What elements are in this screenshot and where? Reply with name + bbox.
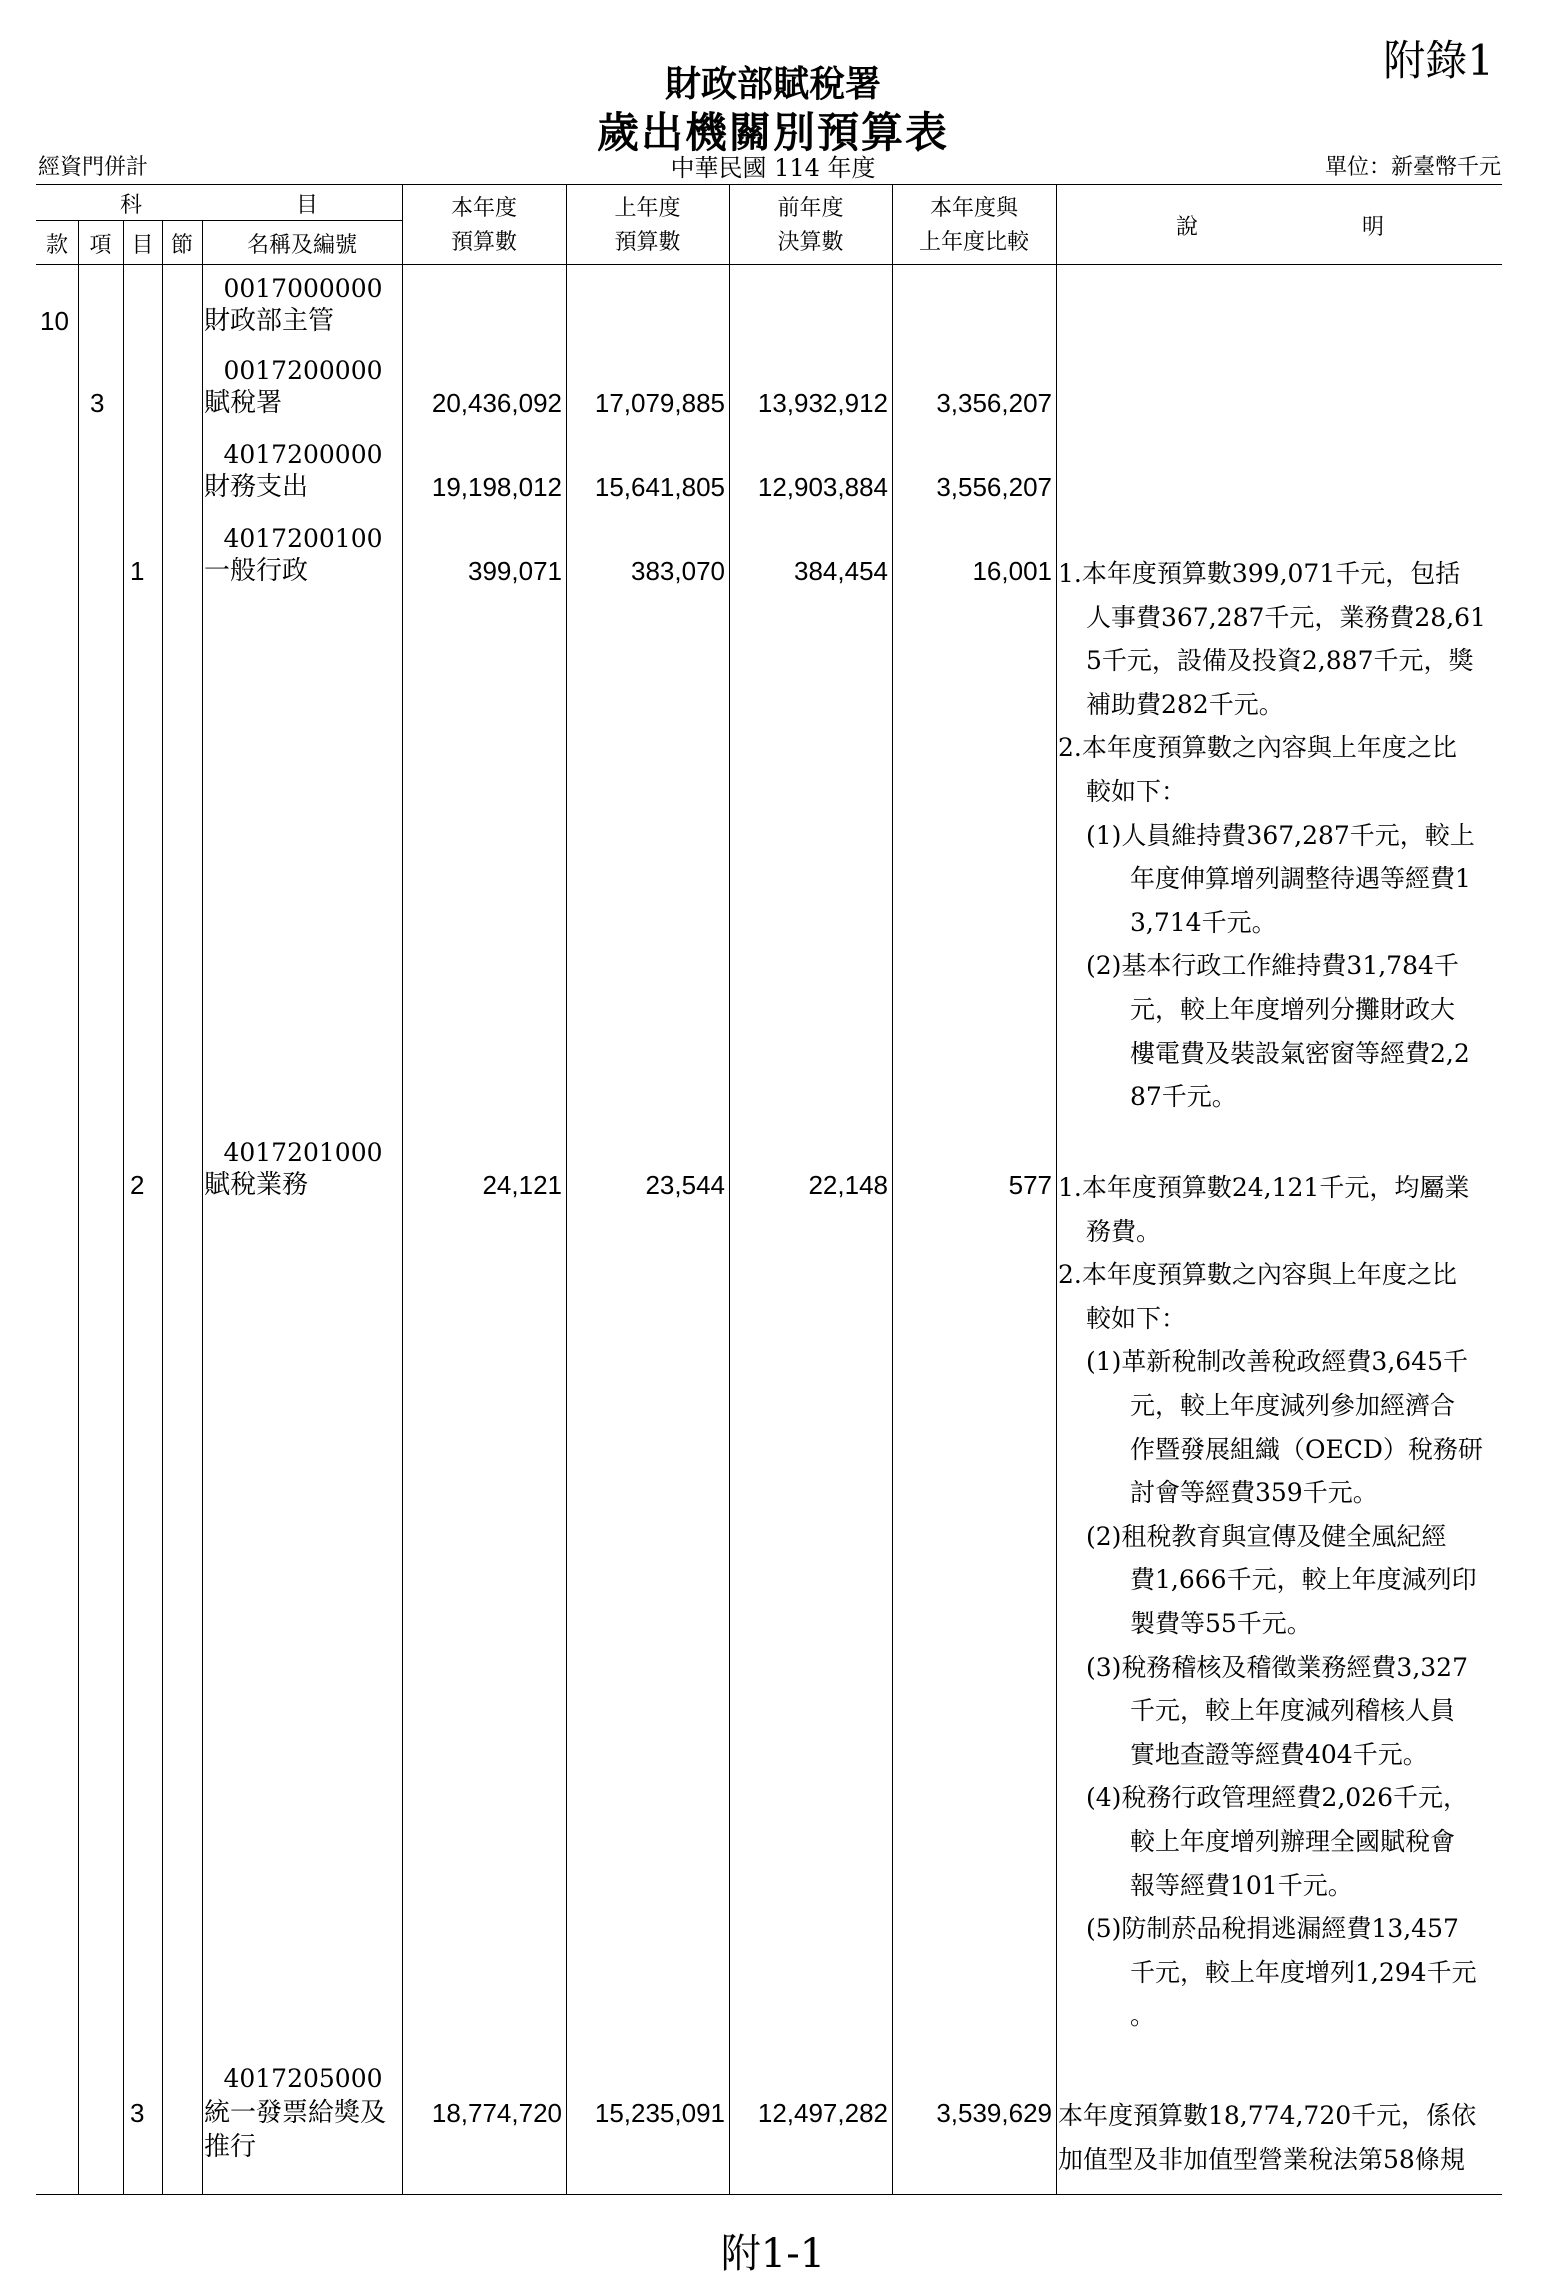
note-line: 人事費367,287千元，業務費28,61 — [1086, 602, 1486, 632]
header-current-l2: 預算數 — [450, 230, 517, 255]
table-bottom-border — [36, 2194, 1502, 2195]
row-current-budget: 20,436,092 — [431, 388, 562, 418]
header-current-l1: 本年度 — [450, 196, 517, 221]
note-line: 務費。 — [1086, 1216, 1162, 1246]
row-code: 4017200100 — [223, 524, 383, 553]
note-line: 實地查證等經費404千元。 — [1130, 1739, 1428, 1769]
row-previous-budget: 17,079,885 — [594, 388, 725, 418]
page-number: 附1-1 — [720, 2231, 826, 2277]
row-code: 4017201000 — [223, 1138, 383, 1167]
header-jie: 節 — [170, 233, 193, 258]
note-line: 。 — [1130, 2001, 1156, 2031]
fund-type: 經資門併計 — [38, 155, 149, 180]
note-line: 千元，較上年度增列1,294千元 — [1130, 1957, 1477, 1987]
row-prior-actual: 12,903,884 — [757, 472, 888, 502]
col-divider-mu — [162, 220, 163, 2194]
header-comparison-l1: 本年度與 — [929, 196, 1018, 221]
row-comparison: 3,356,207 — [936, 388, 1052, 418]
note-line: (3)稅務稽核及稽徵業務經費3,327 — [1086, 1652, 1468, 1682]
note-line: 元，較上年度增列分攤財政大 — [1130, 994, 1456, 1024]
note-line: 費1,666千元，較上年度減列印 — [1130, 1565, 1477, 1595]
note-line: (2)租稅教育與宣傳及健全風紀經 — [1086, 1521, 1447, 1551]
agency-title: 財政部賦稅署 — [664, 63, 881, 105]
row-previous-budget: 15,641,805 — [594, 472, 725, 502]
row-name: 賦稅業務 — [204, 1169, 309, 1199]
header-prior-actual — [729, 192, 892, 260]
row-prior-actual: 13,932,912 — [757, 388, 888, 418]
row-code: 0017000000 — [223, 274, 383, 303]
row-name: 財政部主管 — [204, 305, 335, 335]
note-invoice — [1058, 2094, 1510, 2181]
row-code: 0017200000 — [223, 356, 383, 385]
note-line: 2.本年度預算數之內容與上年度之比 — [1058, 1260, 1457, 1290]
row-name: 賦稅署 — [204, 387, 283, 417]
header-explanation-left: 說 — [1176, 215, 1199, 240]
row-code: 4017205000 — [223, 2064, 383, 2093]
note-line: 1.本年度預算數24,121千元，均屬業 — [1058, 1173, 1470, 1202]
appendix-label: 附錄1 — [1383, 36, 1494, 85]
note-line: (2)基本行政工作維持費31,784千 — [1086, 951, 1459, 981]
note-line: 元，較上年度減列參加經濟合 — [1130, 1390, 1456, 1420]
row-xiang: 3 — [90, 388, 105, 418]
row-comparison: 3,556,207 — [936, 472, 1052, 502]
row-previous-budget: 15,235,091 — [594, 2098, 725, 2128]
header-previous-budget — [566, 192, 729, 260]
row-code: 4017200000 — [223, 440, 383, 469]
row-current-budget: 399,071 — [468, 556, 562, 586]
note-line: 3,714千元。 — [1130, 907, 1277, 937]
row-mu: 1 — [130, 556, 145, 586]
row-current-budget: 19,198,012 — [431, 472, 562, 502]
table-top-border — [36, 184, 1502, 185]
note-line: 1.本年度預算數399,071千元，包括 — [1058, 559, 1461, 588]
note-line: 5千元，設備及投資2,887千元，獎 — [1086, 646, 1474, 676]
row-mu: 3 — [130, 2098, 145, 2128]
row-prior-actual: 12,497,282 — [757, 2098, 888, 2128]
fiscal-year: 中華民國 114 年度 — [670, 154, 876, 182]
note-line: (1)人員維持費367,287千元，較上 — [1086, 820, 1475, 850]
note-line: 87千元。 — [1130, 1082, 1237, 1112]
header-kuan: 款 — [45, 233, 68, 258]
header-subject: 科 — [120, 193, 143, 218]
note-line: 千元，較上年度減列稽核人員 — [1130, 1696, 1456, 1726]
note-line: 2.本年度預算數之內容與上年度之比 — [1058, 733, 1457, 763]
row-current-budget: 24,121 — [482, 1170, 562, 1200]
header-prior-l2: 決算數 — [777, 230, 844, 255]
header-comparison — [892, 192, 1056, 260]
row-previous-budget: 23,544 — [645, 1170, 725, 1200]
note-line: (4)稅務行政管理經費2,026千元， — [1086, 1783, 1468, 1813]
row-comparison: 577 — [1008, 1170, 1052, 1200]
note-line: 製費等55千元。 — [1130, 1608, 1312, 1638]
row-mu: 2 — [130, 1170, 145, 1200]
row-name: 財務支出 — [204, 471, 309, 501]
header-previous-l2: 預算數 — [614, 230, 681, 255]
note-line: 較如下： — [1086, 776, 1187, 806]
unit-label: 單位：新臺幣千元 — [1324, 155, 1501, 180]
row-comparison: 16,001 — [972, 556, 1052, 586]
col-divider-diff — [1056, 184, 1057, 2194]
col-divider-xiang — [123, 220, 124, 2194]
row-name-cont: 推行 — [204, 2131, 257, 2161]
row-prior-actual: 22,148 — [808, 1170, 888, 1200]
note-general-admin — [1058, 552, 1510, 1119]
note-line: 本年度預算數18,774,720千元，係依 — [1058, 2101, 1477, 2130]
header-previous-l1: 上年度 — [614, 196, 681, 221]
note-line: 年度伸算增列調整待遇等經費1 — [1130, 864, 1471, 894]
note-line: 討會等經費359千元。 — [1130, 1478, 1378, 1508]
row-prior-actual: 384,454 — [794, 556, 888, 586]
note-line: 較上年度增列辦理全國賦稅會 — [1130, 1826, 1456, 1856]
header-comparison-l2: 上年度比較 — [918, 230, 1029, 255]
table-title: 歲出機關別預算表 — [596, 108, 949, 157]
note-line: 較如下： — [1086, 1303, 1187, 1333]
col-divider-jie — [202, 220, 203, 2194]
col-divider-kuan — [78, 220, 79, 2194]
header-mu: 目 — [131, 233, 154, 258]
note-line: (1)革新稅制改善稅政經費3,645千 — [1086, 1347, 1468, 1377]
row-previous-budget: 383,070 — [631, 556, 725, 586]
note-line: 樓電費及裝設氣密窗等經費2,2 — [1130, 1038, 1470, 1068]
note-line: 報等經費101千元。 — [1130, 1870, 1353, 1900]
header-prior-l1: 前年度 — [777, 196, 844, 221]
header-bottom-border — [36, 264, 1502, 265]
note-line: 作暨發展組織（OECD）稅務研 — [1130, 1434, 1483, 1464]
row-name: 統一發票給獎及 — [204, 2097, 387, 2127]
note-line: 加值型及非加值型營業稅法第58條規 — [1058, 2144, 1465, 2174]
header-subject-right: 目 — [296, 193, 319, 218]
header-xiang: 項 — [89, 233, 112, 258]
header-name-code: 名稱及編號 — [246, 233, 357, 258]
row-comparison: 3,539,629 — [936, 2098, 1052, 2128]
subject-divider — [36, 220, 403, 221]
header-explanation-right: 明 — [1362, 215, 1385, 240]
note-line: (5)防制菸品稅捐逃漏經費13,457 — [1086, 1914, 1459, 1944]
header-current-budget — [402, 192, 566, 260]
row-current-budget: 18,774,720 — [431, 2098, 562, 2128]
note-tax-affairs — [1058, 1166, 1510, 2038]
row-kuan: 10 — [40, 306, 69, 336]
note-line: 補助費282千元。 — [1086, 689, 1284, 719]
row-name: 一般行政 — [204, 555, 309, 585]
